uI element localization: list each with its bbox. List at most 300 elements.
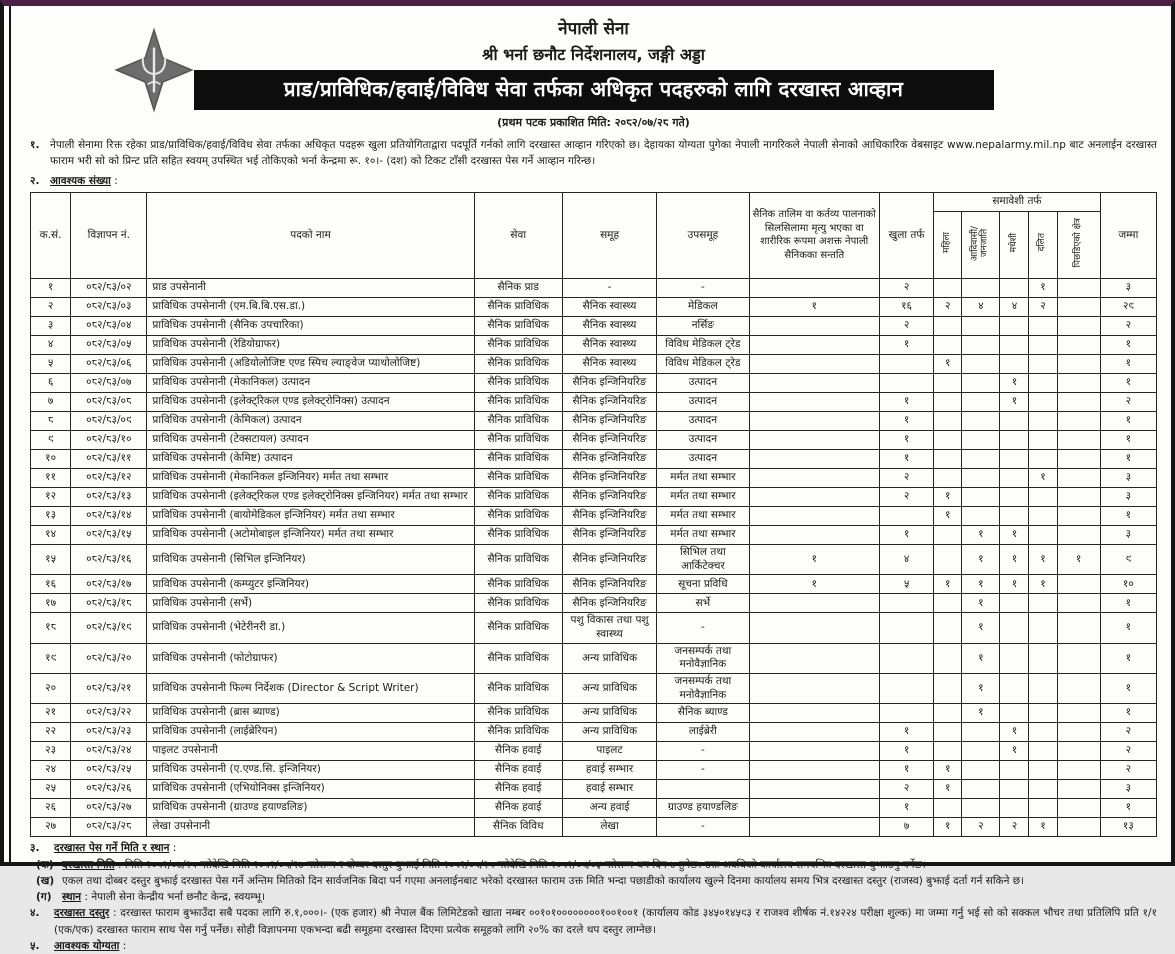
table-cell: [749, 613, 879, 643]
table-cell: ४: [1000, 298, 1029, 317]
table-cell: १: [934, 575, 962, 594]
table-cell: [962, 393, 1000, 412]
table-cell: [879, 355, 933, 374]
table-cell: प्राविधिक उपसेनानी (सर्भे): [147, 594, 474, 613]
table-cell: सैनिक प्राविधिक: [474, 450, 562, 469]
table-cell: सैनिक इन्जिनियरिङ: [562, 469, 656, 488]
table-cell: १: [1000, 742, 1029, 761]
table-row: [31, 704, 1157, 723]
table-cell: ०८२/८३/१४: [71, 507, 147, 526]
table-cell: [1057, 761, 1100, 780]
table-cell: २: [1100, 393, 1156, 412]
table-cell: [1029, 723, 1057, 742]
table-cell: ०८२/८३/१३: [71, 488, 147, 507]
table-cell: प्राविधिक उपसेनानी (मेकानिकल इन्जिनियर) मर्मत तथा सम्भार: [147, 469, 474, 488]
table-cell: १: [934, 488, 962, 507]
table-cell: [1057, 742, 1100, 761]
table-cell: ०८२/८३/१७: [71, 575, 147, 594]
table-cell: जनसम्पर्क तथा मनोवैज्ञानिक: [657, 643, 749, 673]
table-cell: ९: [31, 431, 71, 450]
table-cell: [1057, 643, 1100, 673]
table-cell: [962, 723, 1000, 742]
table-row: [31, 507, 1157, 526]
table-cell: १: [934, 761, 962, 780]
table-cell: १: [1100, 507, 1156, 526]
note-item: [30, 840, 1157, 856]
table-cell: [1029, 355, 1057, 374]
table-cell: १: [879, 799, 933, 818]
table-cell: [749, 704, 879, 723]
table-cell: १०: [1100, 575, 1156, 594]
table-cell: प्राविधिक उपसेनानी (बायोमेडिकल इन्जिनियर) मर्मत तथा सम्भार: [147, 507, 474, 526]
note-label: दरखास्त मिति: [62, 858, 115, 871]
table-row: [31, 780, 1157, 799]
table-row: [31, 317, 1157, 336]
table-cell: ०८२/८३/२०: [71, 643, 147, 673]
table-cell: सैनिक प्राविधिक: [474, 674, 562, 704]
table-cell: प्राविधिक उपसेनानी (मेकानिकल) उत्पादन: [147, 374, 474, 393]
table-cell: [1000, 704, 1029, 723]
col-header-group: समूह: [562, 192, 656, 279]
table-cell: मर्मत तथा सम्भार: [657, 526, 749, 545]
table-cell: ०८२/८३/१२: [71, 469, 147, 488]
table-cell: १: [1100, 674, 1156, 704]
table-cell: [1057, 613, 1100, 643]
table-cell: प्राविधिक उपसेनानी (केमिष्ट) उत्पादन: [147, 450, 474, 469]
table-cell: ३: [1100, 488, 1156, 507]
table-cell: [934, 723, 962, 742]
table-cell: [1000, 761, 1029, 780]
table-cell: सैनिक प्राविधिक: [474, 317, 562, 336]
table-cell: [962, 336, 1000, 355]
table-cell: [962, 488, 1000, 507]
table-row: [31, 450, 1157, 469]
table-cell: १: [1029, 575, 1057, 594]
table-cell: १: [962, 594, 1000, 613]
table-cell: सैनिक इन्जिनियरिङ: [562, 374, 656, 393]
table-cell: १: [1057, 545, 1100, 575]
note-text: स्थान : नेपाली सेना केन्द्रीय भर्ना छनौट केन्द्र, स्वयम्भू।: [62, 891, 265, 904]
col-header-advert-no: विज्ञापन नं.: [71, 192, 147, 279]
table-cell: [962, 469, 1000, 488]
table-cell: १: [962, 674, 1000, 704]
table-cell: १: [879, 742, 933, 761]
table-cell: [1029, 526, 1057, 545]
note-item: [30, 889, 1157, 905]
table-cell: ०८२/८३/०३: [71, 298, 147, 317]
table-cell: २७: [31, 818, 71, 837]
table-cell: [1057, 279, 1100, 298]
table-cell: २: [879, 317, 933, 336]
table-cell: सैनिक हवाई: [474, 799, 562, 818]
table-cell: सैनिक हवाई: [474, 742, 562, 761]
table-cell: [1057, 336, 1100, 355]
section-2-number: २.: [30, 174, 40, 187]
table-cell: [1000, 317, 1029, 336]
table-cell: १: [1100, 450, 1156, 469]
table-cell: [1029, 761, 1057, 780]
table-cell: २६: [31, 799, 71, 818]
table-cell: सैनिक इन्जिनियरिङ: [562, 507, 656, 526]
table-cell: पाइलट उपसेनानी: [147, 742, 474, 761]
table-cell: १: [1000, 723, 1029, 742]
table-cell: [1057, 317, 1100, 336]
table-cell: [934, 742, 962, 761]
table-cell: [1029, 412, 1057, 431]
table-cell: सैनिक इन्जिनियरिङ: [562, 575, 656, 594]
notice-header: [30, 16, 1157, 130]
table-cell: [934, 374, 962, 393]
table-cell: [1057, 818, 1100, 837]
table-cell: [1029, 613, 1057, 643]
table-cell: उत्पादन: [657, 431, 749, 450]
table-cell: सैनिक प्राविधिक: [474, 393, 562, 412]
table-cell: १: [1100, 412, 1156, 431]
table-row: [31, 742, 1157, 761]
table-row: [31, 818, 1157, 837]
table-cell: [1057, 374, 1100, 393]
table-cell: ५: [31, 355, 71, 374]
table-cell: उत्पादन: [657, 450, 749, 469]
table-cell: [879, 704, 933, 723]
table-cell: १: [962, 545, 1000, 575]
table-cell: १०: [31, 450, 71, 469]
table-cell: प्राविधिक उपसेनानी (एम.बि.बि.एस.डा.): [147, 298, 474, 317]
table-cell: ०८२/८३/१९: [71, 613, 147, 643]
table-cell: १: [749, 575, 879, 594]
table-cell: [962, 742, 1000, 761]
table-row: [31, 298, 1157, 317]
table-cell: २: [879, 488, 933, 507]
table-cell: २: [1029, 298, 1057, 317]
table-cell: [749, 780, 879, 799]
table-cell: [749, 355, 879, 374]
table-cell: [934, 643, 962, 673]
table-cell: -: [657, 279, 749, 298]
table-cell: लेखा: [562, 818, 656, 837]
table-cell: प्राविधिक उपसेनानी (भेटेरीनरी डा.): [147, 613, 474, 643]
table-cell: ०८२/८३/२४: [71, 742, 147, 761]
table-cell: ०८२/८३/०८: [71, 393, 147, 412]
table-cell: [934, 279, 962, 298]
table-cell: सैनिक प्राविधिक: [474, 374, 562, 393]
table-cell: सैनिक स्वास्थ्य: [562, 317, 656, 336]
table-cell: अन्य हवाई: [562, 799, 656, 818]
table-cell: सैनिक प्राविधिक: [474, 613, 562, 643]
table-cell: ६: [31, 374, 71, 393]
table-cell: लेखा उपसेनानी: [147, 818, 474, 837]
table-cell: १: [879, 412, 933, 431]
table-cell: २: [1100, 761, 1156, 780]
table-cell: ४: [962, 298, 1000, 317]
table-cell: १: [1100, 643, 1156, 673]
table-cell: [879, 674, 933, 704]
intro-text: नेपाली सेनामा रिक्त रहेका प्राड/प्राविधिक/हवाई/विविध सेवा तर्फका अधिकृत पदहरू खुला प्रतियोगिताद्वारा पदपूर्ति गर्नको लागि दरखास्त आव्हान गरिएको छ। देहायका योग्यता पुगेका नेपाली नागरिकले नेपाली सेनाको आधिकारिक वेबसाइट www.nepalarmy.mil.np बाट अनलाईन दरखास्त फाराम भरी सो को प्रिन्ट प्रति सहित स्वयम् उपस्थित भई तोकिएको भर्ना केन्द्रमा रू. १०।- (दश) को टिकट टाँसी दरखास्त पेस गर्ने आव्हान गरिन्छ।: [50, 139, 1157, 168]
table-cell: [962, 761, 1000, 780]
table-cell: [1029, 780, 1057, 799]
table-cell: १: [879, 431, 933, 450]
table-cell: २: [962, 818, 1000, 837]
table-cell: मर्मत तथा सम्भार: [657, 507, 749, 526]
table-cell: [934, 526, 962, 545]
table-cell: [1000, 355, 1029, 374]
table-cell: १: [879, 393, 933, 412]
table-cell: ०८२/८३/०७: [71, 374, 147, 393]
table-cell: [1029, 393, 1057, 412]
table-cell: ०८२/८३/२३: [71, 723, 147, 742]
table-cell: १: [879, 723, 933, 742]
table-cell: १: [962, 575, 1000, 594]
table-row: [31, 488, 1157, 507]
table-cell: सैनिक इन्जिनियरिङ: [562, 488, 656, 507]
table-cell: [934, 594, 962, 613]
table-cell: [1000, 488, 1029, 507]
table-cell: [934, 613, 962, 643]
table-cell: ११: [31, 469, 71, 488]
table-cell: २: [879, 469, 933, 488]
table-cell: ०८२/८३/२५: [71, 761, 147, 780]
table-cell: १४: [31, 526, 71, 545]
table-cell: २४: [31, 761, 71, 780]
note-label: स्थान: [62, 891, 82, 904]
note-label: दरखास्त दस्तुर: [54, 907, 110, 920]
table-cell: पाइलट: [562, 742, 656, 761]
table-cell: [749, 818, 879, 837]
table-row: [31, 355, 1157, 374]
table-cell: उत्पादन: [657, 393, 749, 412]
table-cell: [1000, 594, 1029, 613]
note-item: [30, 905, 1157, 938]
table-cell: [1029, 336, 1057, 355]
table-cell: सैनिक स्वास्थ्य: [562, 298, 656, 317]
table-cell: [1029, 643, 1057, 673]
army-star-emblem-icon: [114, 28, 194, 112]
table-cell: १: [1000, 374, 1029, 393]
table-cell: सैनिक प्राविधिक: [474, 594, 562, 613]
table-cell: प्राविधिक उपसेनानी (ग्राउण्ड हयाण्डलिङ): [147, 799, 474, 818]
table-cell: ०८२/८३/०६: [71, 355, 147, 374]
table-row: [31, 279, 1157, 298]
table-cell: १: [962, 704, 1000, 723]
table-cell: [1000, 780, 1029, 799]
table-cell: १: [879, 761, 933, 780]
table-cell: सैनिक प्राविधिक: [474, 575, 562, 594]
table-cell: ०८२/८३/१८: [71, 594, 147, 613]
table-cell: सैनिक ब्याण्ड: [657, 704, 749, 723]
table-cell: उत्पादन: [657, 374, 749, 393]
table-cell: [962, 431, 1000, 450]
table-cell: ७: [879, 818, 933, 837]
table-cell: प्राविधिक उपसेनानी (ब्रास ब्याण्ड): [147, 704, 474, 723]
table-cell: [1029, 317, 1057, 336]
table-cell: [879, 594, 933, 613]
table-cell: ३: [1100, 780, 1156, 799]
table-cell: प्राविधिक उपसेनानी (अटोमोबाइल इन्जिनियर) मर्मत तथा सम्भार: [147, 526, 474, 545]
table-cell: [1000, 450, 1029, 469]
table-cell: प्राविधिक उपसेनानी (केमिकल) उत्पादन: [147, 412, 474, 431]
table-cell: प्राविधिक उपसेनानी (सिभिल इन्जिनियर): [147, 545, 474, 575]
col-header-post-name: पदको नाम: [147, 192, 474, 279]
table-head: [31, 192, 1157, 279]
table-cell: [934, 431, 962, 450]
table-row: [31, 575, 1157, 594]
table-cell: [1057, 575, 1100, 594]
note-number: ३.: [30, 842, 40, 855]
table-cell: सैनिक प्राड: [474, 279, 562, 298]
table-cell: १: [1100, 355, 1156, 374]
table-cell: [1029, 450, 1057, 469]
table-cell: उत्पादन: [657, 412, 749, 431]
intro-number: १.: [30, 139, 40, 151]
table-cell: [1057, 674, 1100, 704]
table-cell: सैनिक इन्जिनियरिङ: [562, 545, 656, 575]
table-cell: ०८२/८३/०९: [71, 412, 147, 431]
table-cell: [934, 393, 962, 412]
table-row: [31, 469, 1157, 488]
table-cell: प्राविधिक उपसेनानी (ए.एण्ड.सि. इन्जिनियर): [147, 761, 474, 780]
table-row: [31, 594, 1157, 613]
table-cell: १: [934, 355, 962, 374]
table-cell: प्राविधिक उपसेनानी (टेक्सटायल) उत्पादन: [147, 431, 474, 450]
table-cell: [962, 799, 1000, 818]
table-row: [31, 643, 1157, 673]
table-cell: २३: [31, 742, 71, 761]
table-cell: [879, 643, 933, 673]
directorate-title: श्री भर्ना छनौट निर्देशनालय, जङ्गी अड्डा: [482, 45, 705, 64]
table-cell: [879, 374, 933, 393]
table-cell: सैनिक इन्जिनियरिङ: [562, 431, 656, 450]
notes: [30, 840, 1157, 954]
table-cell: [749, 374, 879, 393]
note-number: (ख): [36, 874, 55, 887]
vacancy-table: [30, 192, 1157, 838]
table-cell: [749, 317, 879, 336]
table-cell: जनसम्पर्क तथा मनोवैज्ञानिक: [657, 674, 749, 704]
table-cell: ग्राउण्ड हयाण्डलिङ: [657, 799, 749, 818]
table-cell: सैनिक विविध: [474, 818, 562, 837]
table-row: [31, 431, 1157, 450]
table-cell: सैनिक इन्जिनियरिङ: [562, 594, 656, 613]
table-row: [31, 526, 1157, 545]
table-cell: [1000, 799, 1029, 818]
section-2-label: आवश्यक संख्या :: [50, 174, 118, 187]
table-cell: लाईब्रेरी: [657, 723, 749, 742]
table-cell: प्राविधिक उपसेनानी (फोटोग्राफर): [147, 643, 474, 673]
table-cell: सैनिक इन्जिनियरिङ: [562, 526, 656, 545]
table-cell: ०८२/८३/१५: [71, 526, 147, 545]
table-cell: [1029, 799, 1057, 818]
col-header-service: सेवा: [474, 192, 562, 279]
col-header-madhesi: मधेशी: [1000, 211, 1029, 279]
col-header-women: महिला: [934, 211, 962, 279]
table-cell: [1057, 412, 1100, 431]
table-cell: [1000, 412, 1029, 431]
table-cell: [1057, 393, 1100, 412]
table-cell: ३: [1100, 469, 1156, 488]
table-cell: २: [1100, 723, 1156, 742]
notice-content: [4, 6, 1171, 954]
table-body: [31, 279, 1157, 837]
col-header-dalit: दलित: [1029, 211, 1057, 279]
note-label: आवश्यक योग्यता: [54, 939, 120, 952]
table-row: [31, 761, 1157, 780]
table-cell: [879, 507, 933, 526]
table-cell: सैनिक प्राविधिक: [474, 507, 562, 526]
table-cell: -: [657, 613, 749, 643]
table-cell: प्राविधिक उपसेनानी (इलेक्ट्रिकल एण्ड इलेक्ट्रोनिक्स) उत्पादन: [147, 393, 474, 412]
table-row: [31, 723, 1157, 742]
published-date: (प्रथम पटक प्रकाशित मिति: २०८२/०७/२८ गते): [497, 116, 690, 129]
table-cell: [1000, 431, 1029, 450]
table-cell: हवाई सम्भार: [562, 761, 656, 780]
table-cell: सैनिक इन्जिनियरिङ: [562, 412, 656, 431]
table-row: [31, 613, 1157, 643]
col-header-martyr-children: सैनिक तालिम वा कर्तव्य पालनाको सिलसिलामा मृत्यु भएका वा शारीरिक रूपमा अशक्त नेपाली सैनिकका सन्तति: [749, 192, 879, 279]
table-cell: १: [879, 336, 933, 355]
table-cell: ३: [1100, 279, 1156, 298]
table-cell: १६: [31, 575, 71, 594]
table-row: [31, 374, 1157, 393]
table-cell: [1000, 613, 1029, 643]
table-cell: [1000, 643, 1029, 673]
table-cell: [962, 507, 1000, 526]
table-cell: -: [657, 761, 749, 780]
table-cell: [934, 317, 962, 336]
col-header-backward-region: पिछडिएको क्षेत्र: [1057, 211, 1100, 279]
table-row: [31, 799, 1157, 818]
note-text: एकल तथा दोब्बर दस्तुर बुझाई दरखास्त पेस गर्ने अन्तिम मितिको दिन सार्वजनिक बिदा पर्न गएमा अनलाईनबाट भरेको दरखास्त फाराम उक्त मिति भन्दा पछाडीको कार्यालय खुल्ने दिनमा कार्यालय समय भित्र दरखास्त दस्तुर (राजस्व) बुझाई दर्ता गर्न सकिने छ।: [62, 874, 1025, 887]
table-cell: २१: [31, 704, 71, 723]
table-cell: १: [962, 526, 1000, 545]
table-cell: [1057, 469, 1100, 488]
table-row: [31, 336, 1157, 355]
table-cell: ०८२/८३/१६: [71, 545, 147, 575]
table-cell: [749, 674, 879, 704]
table-cell: सैनिक इन्जिनियरिङ: [562, 393, 656, 412]
table-cell: १८: [31, 613, 71, 643]
table-cell: १: [934, 507, 962, 526]
table-cell: १: [749, 298, 879, 317]
table-cell: [749, 450, 879, 469]
table-cell: २: [1100, 317, 1156, 336]
table-cell: ४: [879, 545, 933, 575]
table-cell: [1057, 507, 1100, 526]
table-cell: सैनिक प्राविधिक: [474, 526, 562, 545]
table-cell: [934, 450, 962, 469]
table-cell: सैनिक प्राविधिक: [474, 723, 562, 742]
table-cell: [962, 412, 1000, 431]
table-cell: [1057, 450, 1100, 469]
table-cell: सैनिक प्राविधिक: [474, 545, 562, 575]
note-text: आवश्यक योग्यता :: [54, 939, 127, 952]
table-cell: १: [1029, 469, 1057, 488]
section-2-heading: [30, 174, 1157, 188]
table-cell: १२: [31, 488, 71, 507]
table-cell: [962, 355, 1000, 374]
table-cell: [934, 674, 962, 704]
table-cell: [749, 799, 879, 818]
note-item: [30, 938, 1157, 954]
note-number: (क): [36, 858, 54, 871]
note-text: दरखास्त पेस गर्ने मिति र स्थान :: [54, 842, 177, 855]
table-cell: सैनिक हवाई: [474, 761, 562, 780]
table-cell: ०८२/८३/२७: [71, 799, 147, 818]
table-cell: १३: [1100, 818, 1156, 837]
table-cell: [1057, 298, 1100, 317]
table-cell: १५: [31, 545, 71, 575]
col-header-sn: क.सं.: [31, 192, 71, 279]
table-cell: १३: [31, 507, 71, 526]
